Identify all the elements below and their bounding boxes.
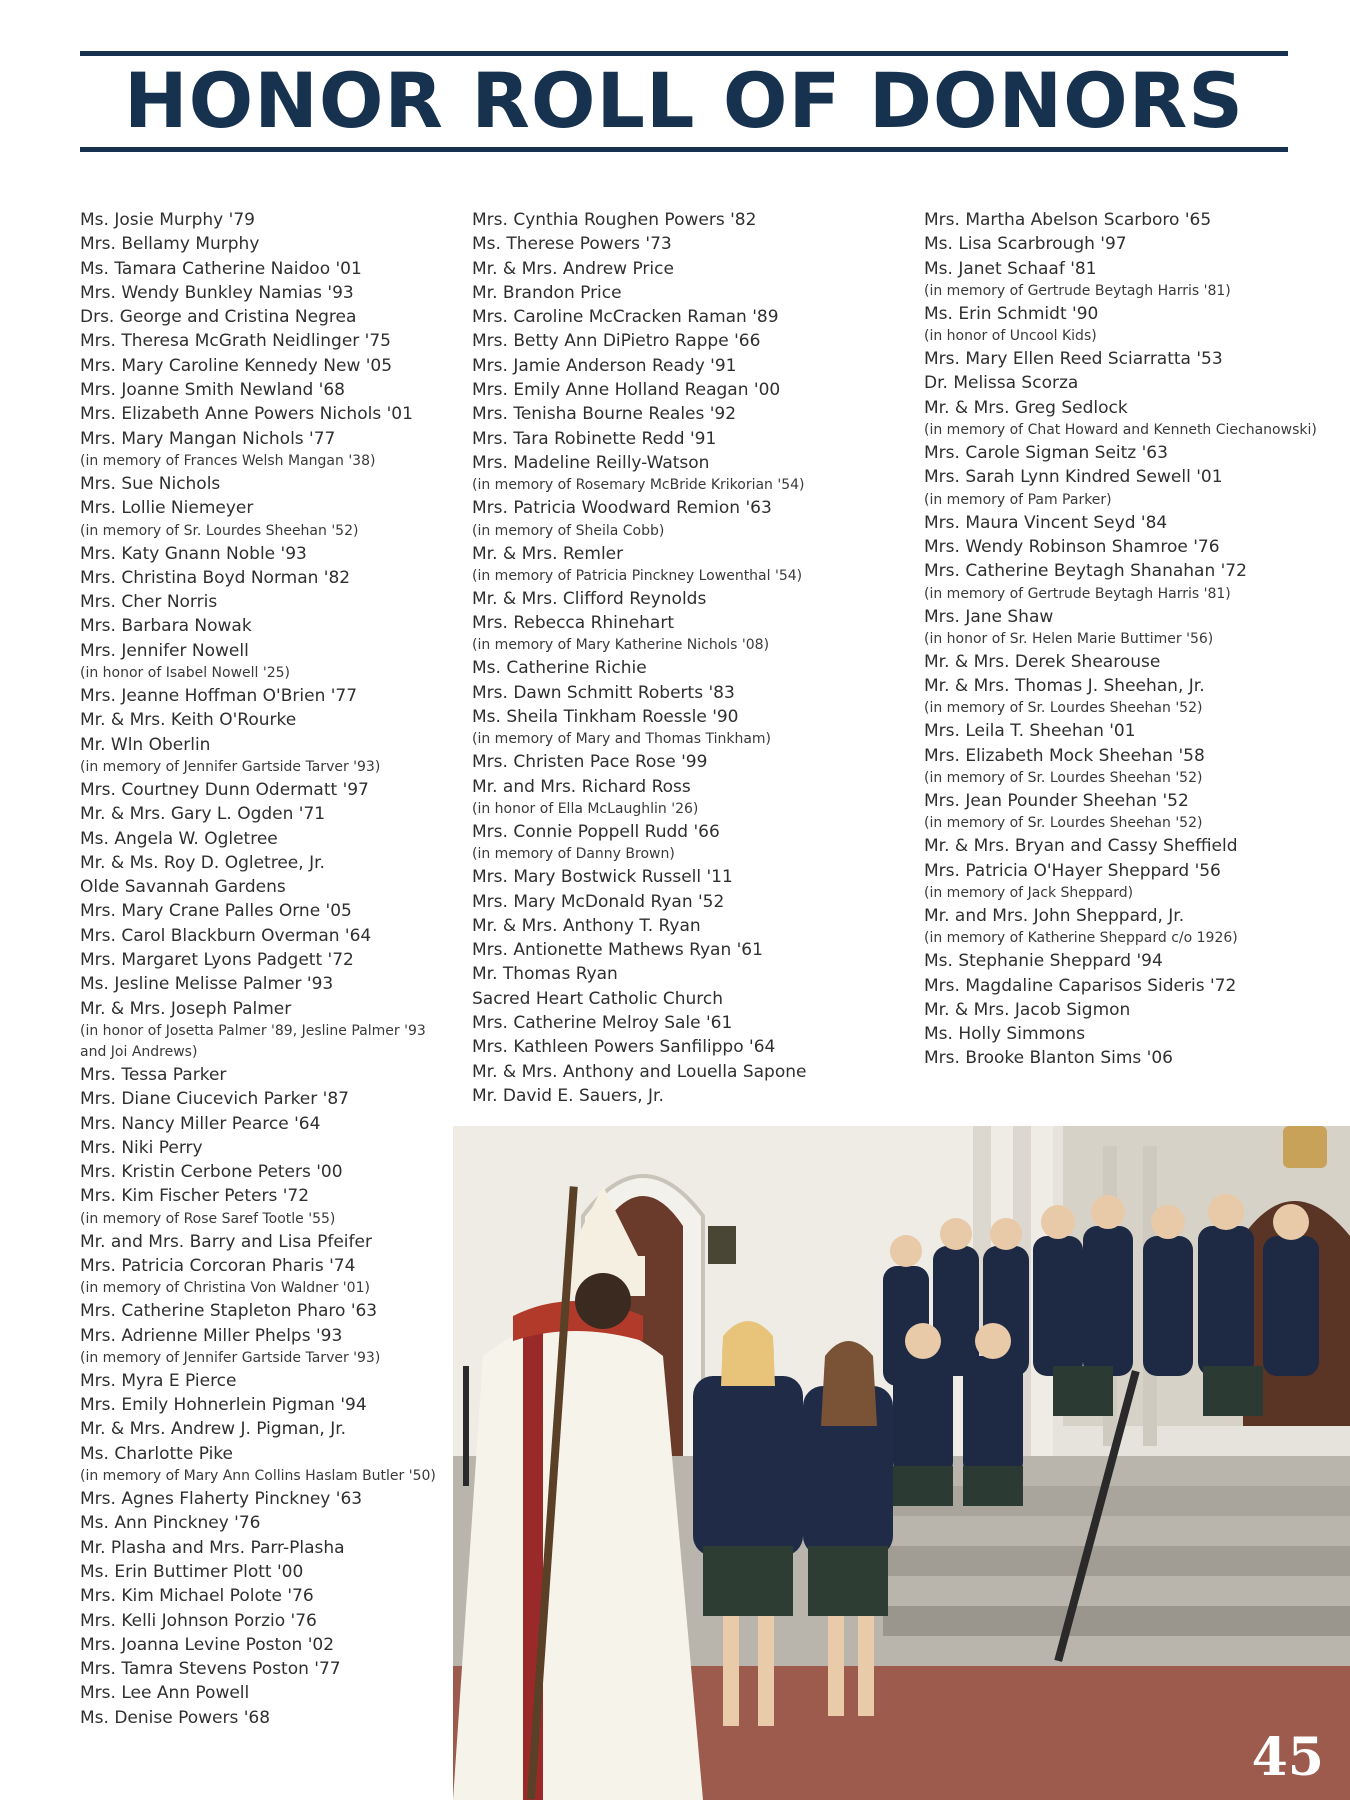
donor-name: Mrs. Elizabeth Mock Sheehan '58	[924, 745, 1205, 766]
donor-name: Mr. & Mrs. Remler	[472, 543, 624, 564]
donor-name: Mrs. Mary Mangan Nichols '77	[80, 428, 336, 449]
donor-name: Mrs. Antionette Mathews Ryan '61	[472, 940, 763, 961]
donor-name: Mrs. Christina Boyd Norman '82	[80, 567, 351, 588]
donor-name: Mrs. Catherine Beytagh Shanahan '72	[924, 561, 1247, 582]
donor-name: Ms. Therese Powers '73	[472, 234, 672, 255]
donor-name: Mrs. Kelli Johnson Porzio '76	[80, 1610, 317, 1631]
donor-column-2	[472, 208, 892, 1108]
donor-name: Mrs. Mary Caroline Kennedy New '05	[80, 355, 393, 376]
donor-name: Mrs. Carole Sigman Seitz '63	[924, 443, 1168, 464]
donor-tribute-note: (in memory of Christina Von Waldner '01)	[80, 1280, 370, 1297]
donor-name: Ms. Lisa Scarbrough '97	[924, 234, 1127, 255]
donor-tribute-note: (in memory of Jennifer Gartside Tarver '93)	[80, 1349, 381, 1366]
donor-name: Mrs. Rebecca Rhinehart	[472, 613, 674, 634]
donor-name: Ms. Catherine Richie	[472, 658, 647, 679]
donor-name: Mrs. Cher Norris	[80, 592, 218, 613]
donor-name: Mrs. Joanna Levine Poston '02	[80, 1634, 335, 1655]
donor-name: Mrs. Barbara Nowak	[80, 616, 252, 637]
donor-tribute-note: (in memory of Rose Saref Tootle '55)	[80, 1210, 336, 1227]
donor-name: Mrs. Catherine Melroy Sale '61	[472, 1013, 733, 1034]
donor-name: Mrs. Emily Anne Holland Reagan '00	[472, 380, 781, 401]
donor-name: Mrs. Tara Robinette Redd '91	[472, 428, 717, 449]
donor-name: Mr. & Mrs. Greg Sedlock	[924, 397, 1128, 418]
donor-tribute-note: (in memory of Chat Howard and Kenneth Ciechanowski)	[924, 422, 1317, 439]
donor-name: Mrs. Katy Gnann Noble '93	[80, 543, 307, 564]
donor-tribute-note: (in memory of Katherine Sheppard c/o 1926)	[924, 930, 1238, 947]
donor-name: Drs. George and Cristina Negrea	[80, 307, 357, 328]
donor-name: Mrs. Caroline McCracken Raman '89	[472, 307, 779, 328]
donor-tribute-note: (in memory of Gertrude Beytagh Harris '81)	[924, 282, 1231, 299]
donor-name: Ms. Angela W. Ogletree	[80, 828, 278, 849]
donor-name: Olde Savannah Gardens	[80, 877, 286, 898]
donor-name: Mrs. Lollie Niemeyer	[80, 498, 254, 519]
donor-tribute-note: (in memory of Patricia Pinckney Lowenthal '54)	[472, 567, 803, 584]
donor-name: Mrs. Diane Ciucevich Parker '87	[80, 1089, 349, 1110]
donor-name: Mr. Thomas Ryan	[472, 964, 618, 985]
donor-tribute-note: (in honor of Sr. Helen Marie Buttimer '56)	[924, 630, 1214, 647]
donor-name: Mrs. Bellamy Murphy	[80, 234, 260, 255]
donor-tribute-note: (in memory of Frances Welsh Mangan '38)	[80, 452, 376, 469]
donor-tribute-note: (in honor of Uncool Kids)	[924, 328, 1097, 345]
donor-name: Mr. & Mrs. Joseph Palmer	[80, 998, 292, 1019]
donor-name: Sacred Heart Catholic Church	[472, 988, 724, 1009]
donor-name: Mr. & Mrs. Thomas J. Sheehan, Jr.	[924, 676, 1205, 697]
donor-tribute-note: (in memory of Gertrude Beytagh Harris '81)	[924, 585, 1231, 602]
donor-name: Mr. & Ms. Roy D. Ogletree, Jr.	[80, 852, 325, 873]
donor-name: Mrs. Magdaline Caparisos Sideris '72	[924, 975, 1237, 996]
donor-tribute-note: (in memory of Sr. Lourdes Sheehan '52)	[924, 770, 1203, 787]
donor-tribute-note: (in memory of Mary and Thomas Tinkham)	[472, 731, 771, 748]
donor-name: Ms. Charlotte Pike	[80, 1443, 233, 1464]
donor-name: Mrs. Connie Poppell Rudd '66	[472, 821, 720, 842]
donor-tribute-note: (in memory of Pam Parker)	[924, 491, 1112, 508]
donor-tribute-note: (in memory of Mary Katherine Nichols '08)	[472, 637, 770, 654]
donor-name: Mrs. Sue Nichols	[80, 473, 221, 494]
donor-name: Mrs. Kathleen Powers Sanfilippo '64	[472, 1037, 776, 1058]
donor-name: Ms. Janet Schaaf '81	[924, 258, 1097, 279]
donor-name: Dr. Melissa Scorza	[924, 373, 1079, 394]
donor-name: Mrs. Christen Pace Rose '99	[472, 752, 708, 773]
donor-name: Ms. Ann Pinckney '76	[80, 1513, 261, 1534]
donor-name: Mrs. Wendy Bunkley Namias '93	[80, 282, 354, 303]
donor-name: Mrs. Cynthia Roughen Powers '82	[472, 210, 757, 230]
donor-tribute-note: (in memory of Jack Sheppard)	[924, 884, 1134, 901]
donor-name: Mr. and Mrs. Barry and Lisa Pfeifer	[80, 1231, 372, 1252]
donor-name: Mr. & Mrs. Andrew Price	[472, 258, 674, 279]
donor-name: Mrs. Adrienne Miller Phelps '93	[80, 1325, 343, 1346]
donor-name: Ms. Stephanie Sheppard '94	[924, 951, 1163, 972]
donor-name: Mr. and Mrs. Richard Ross	[472, 776, 691, 797]
donor-name: Mrs. Agnes Flaherty Pinckney '63	[80, 1489, 363, 1510]
donor-name: Mrs. Jamie Anderson Ready '91	[472, 355, 737, 376]
donor-name: Mrs. Courtney Dunn Odermatt '97	[80, 779, 369, 800]
donor-name: Mrs. Jean Pounder Sheehan '52	[924, 791, 1189, 812]
donor-name: Mr. & Mrs. Andrew J. Pigman, Jr.	[80, 1419, 347, 1440]
donor-tribute-note: (in memory of Sr. Lourdes Sheehan '52)	[924, 815, 1203, 832]
donor-name: Mrs. Nancy Miller Pearce '64	[80, 1113, 321, 1134]
donor-tribute-note: (in memory of Danny Brown)	[472, 846, 675, 863]
donor-name: Ms. Erin Schmidt '90	[924, 303, 1099, 324]
donor-name: Mr. & Mrs. Anthony and Louella Sapone	[472, 1061, 807, 1082]
donor-name: Ms. Josie Murphy '79	[80, 210, 255, 230]
donor-name: Ms. Jesline Melisse Palmer '93	[80, 974, 334, 995]
donor-name: Mrs. Emily Hohnerlein Pigman '94	[80, 1395, 367, 1416]
donor-name: Mrs. Betty Ann DiPietro Rappe '66	[472, 331, 761, 352]
donor-name: Mrs. Tenisha Bourne Reales '92	[472, 404, 737, 425]
donor-name: Mr. David E. Sauers, Jr.	[472, 1085, 664, 1106]
donor-name: Mr. & Mrs. Bryan and Cassy Sheffield	[924, 836, 1238, 857]
donor-name: Ms. Sheila Tinkham Roessle '90	[472, 707, 739, 728]
donor-tribute-note: (in honor of Josetta Palmer '89, Jesline Palmer '93 and Joi Andrews)	[80, 1022, 426, 1060]
donor-name: Mrs. Catherine Stapleton Pharo '63	[80, 1301, 378, 1322]
donor-tribute-note: (in memory of Rosemary McBride Krikorian '54)	[472, 477, 805, 494]
donor-name: Ms. Tamara Catherine Naidoo '01	[80, 258, 362, 279]
donor-name: Mrs. Mary McDonald Ryan '52	[472, 891, 725, 912]
donor-name: Mr. Wln Oberlin	[80, 734, 211, 755]
donor-name: Mrs. Niki Perry	[80, 1137, 203, 1158]
donor-name: Mr. & Mrs. Derek Shearouse	[924, 651, 1161, 672]
bishop-greeting-students-photo	[453, 1126, 1350, 1800]
donor-name: Mr. and Mrs. John Sheppard, Jr.	[924, 905, 1185, 926]
donor-name: Mrs. Jennifer Nowell	[80, 640, 249, 661]
donor-name: Mr. Brandon Price	[472, 282, 622, 303]
donor-column-3	[924, 208, 1324, 1071]
donor-tribute-note: (in memory of Sheila Cobb)	[472, 522, 665, 539]
donor-tribute-note: (in honor of Isabel Nowell '25)	[80, 665, 290, 682]
donor-name: Mrs. Mary Bostwick Russell '11	[472, 867, 733, 888]
donor-name: Mrs. Patricia Corcoran Pharis '74	[80, 1255, 356, 1276]
donor-name: Mr. & Mrs. Clifford Reynolds	[472, 588, 707, 609]
donor-name: Mrs. Lee Ann Powell	[80, 1683, 250, 1704]
donor-name: Ms. Denise Powers '68	[80, 1707, 271, 1728]
donor-name: Mrs. Kristin Cerbone Peters '00	[80, 1162, 343, 1183]
donor-tribute-note: (in memory of Mary Ann Collins Haslam Butler '50)	[80, 1468, 436, 1485]
donor-name: Mrs. Tamra Stevens Poston '77	[80, 1659, 341, 1680]
donor-name: Mrs. Jeanne Hoffman O'Brien '77	[80, 686, 358, 707]
donor-tribute-note: (in memory of Sr. Lourdes Sheehan '52)	[80, 522, 359, 539]
donor-name: Mrs. Myra E Pierce	[80, 1370, 237, 1391]
donor-name: Mrs. Patricia Woodward Remion '63	[472, 498, 772, 519]
donor-name: Mrs. Tessa Parker	[80, 1064, 227, 1085]
donor-name: Mrs. Brooke Blanton Sims '06	[924, 1048, 1173, 1069]
header-rule-bottom	[80, 147, 1288, 152]
donor-tribute-note: (in memory of Jennifer Gartside Tarver '93)	[80, 758, 381, 775]
donor-name: Mrs. Elizabeth Anne Powers Nichols '01	[80, 404, 413, 425]
donor-name: Mrs. Joanne Smith Newland '68	[80, 380, 345, 401]
donor-name: Mrs. Patricia O'Hayer Sheppard '56	[924, 860, 1221, 881]
donor-tribute-note: (in memory of Sr. Lourdes Sheehan '52)	[924, 700, 1203, 717]
donor-name: Mrs. Martha Abelson Scarboro '65	[924, 210, 1212, 230]
donor-name: Mr. & Mrs. Gary L. Ogden '71	[80, 804, 326, 825]
page-number: 45	[1251, 1727, 1324, 1788]
donor-name: Mrs. Margaret Lyons Padgett '72	[80, 950, 354, 971]
donor-name: Mrs. Leila T. Sheehan '01	[924, 721, 1136, 742]
donor-name: Mrs. Kim Michael Polote '76	[80, 1586, 314, 1607]
donor-name: Mrs. Kim Fischer Peters '72	[80, 1186, 310, 1207]
donor-name: Ms. Erin Buttimer Plott '00	[80, 1561, 304, 1582]
donor-name: Mrs. Dawn Schmitt Roberts '83	[472, 682, 735, 703]
donor-name: Mr. & Mrs. Anthony T. Ryan	[472, 915, 701, 936]
page-title: HONOR ROLL OF DONORS	[124, 56, 1244, 145]
donor-name: Mr. Plasha and Mrs. Parr-Plasha	[80, 1537, 345, 1558]
donor-name: Mrs. Maura Vincent Seyd '84	[924, 512, 1168, 533]
donor-name: Mr. & Mrs. Keith O'Rourke	[80, 710, 297, 731]
donor-name: Mrs. Jane Shaw	[924, 606, 1054, 627]
donor-name: Mrs. Theresa McGrath Neidlinger '75	[80, 331, 391, 352]
donor-name: Mrs. Mary Crane Palles Orne '05	[80, 901, 352, 922]
donor-name: Mrs. Sarah Lynn Kindred Sewell '01	[924, 467, 1223, 488]
donor-name: Mrs. Madeline Reilly-Watson	[472, 452, 710, 473]
donor-tribute-note: (in honor of Ella McLaughlin '26)	[472, 800, 699, 817]
donor-name: Mr. & Mrs. Jacob Sigmon	[924, 999, 1131, 1020]
donor-name: Mrs. Carol Blackburn Overman '64	[80, 925, 372, 946]
donor-name: Mrs. Wendy Robinson Shamroe '76	[924, 536, 1220, 557]
donor-name: Ms. Holly Simmons	[924, 1024, 1086, 1045]
donor-name: Mrs. Mary Ellen Reed Sciarratta '53	[924, 349, 1223, 370]
donor-column-1	[80, 208, 450, 1730]
